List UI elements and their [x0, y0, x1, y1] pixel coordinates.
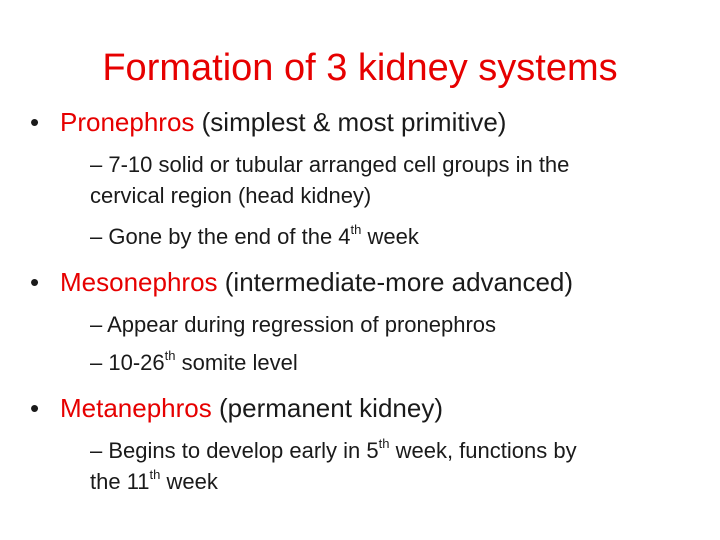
bullet-desc: (permanent kidney) [211, 393, 443, 423]
sub-text: week [361, 224, 419, 249]
bullet-term: Pronephros [60, 107, 195, 137]
sub-item [90, 436, 577, 466]
bullet-desc: (simplest & most primitive) [194, 107, 507, 137]
superscript: th [350, 221, 362, 237]
sub-item-continuation [90, 467, 218, 497]
superscript: th [164, 347, 176, 363]
bullet-term: Mesonephros [60, 267, 218, 297]
sub-item [90, 348, 298, 378]
sub-text: – Gone by the end of the 4 [90, 224, 351, 249]
bullet-dot: • [30, 393, 40, 423]
bullet-desc: (intermediate-more advanced) [217, 267, 574, 297]
sub-text: – 7-10 solid or tubular arranged cell groups in the [90, 152, 570, 177]
sub-text: – 10-26 [90, 350, 165, 375]
slide-title: Formation of 3 kidney systems [102, 47, 618, 89]
superscript: th [378, 435, 390, 451]
superscript: th [149, 466, 161, 482]
sub-text: – Appear during regression of pronephros [90, 312, 497, 337]
sub-item [90, 150, 569, 180]
sub-text: week [160, 469, 218, 494]
sub-text: week, functions by [389, 438, 577, 463]
sub-item-continuation [90, 181, 371, 211]
bullet-term: Metanephros [60, 393, 212, 423]
sub-text: cervical region (head kidney) [90, 183, 372, 208]
bullet-dot: • [30, 267, 40, 297]
sub-text: the 11 [90, 469, 150, 494]
sub-text: – Begins to develop early in 5 [90, 438, 379, 463]
bullet-metanephros [30, 392, 443, 424]
sub-item [90, 222, 419, 252]
sub-item [90, 310, 496, 340]
bullet-mesonephros [30, 266, 573, 298]
bullet-pronephros [30, 106, 506, 138]
bullet-dot: • [30, 107, 40, 137]
sub-text: somite level [175, 350, 298, 375]
